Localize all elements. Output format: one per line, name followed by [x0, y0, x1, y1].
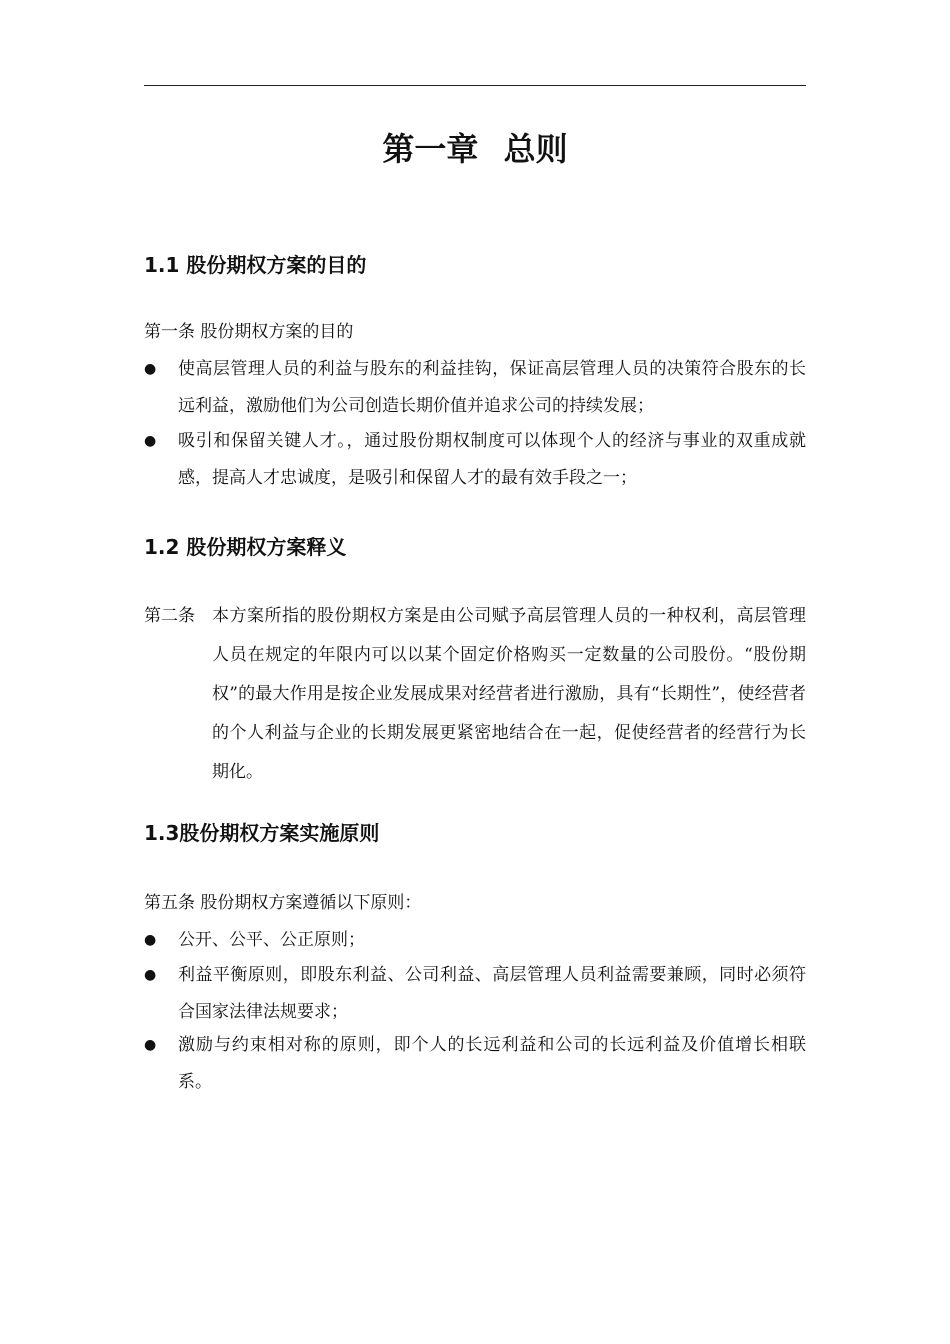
- list-item-text: 利益平衡原则，即股东利益、公司利益、高层管理人员利益需要兼顾，同时必须符合国家法律法规要求；: [178, 965, 806, 1022]
- section-heading-1-2: 1.2 股份期权方案释义: [144, 535, 347, 559]
- chapter-title: 第一章 总则: [382, 130, 568, 168]
- article-2-label: 第二条: [144, 606, 195, 626]
- article-5-lead: 第五条 股份期权方案遵循以下原则：: [144, 893, 422, 913]
- article-1-lead: 第一条 股份期权方案的目的: [144, 322, 354, 342]
- header-rule: [144, 85, 806, 86]
- list-item-text: 吸引和保留关键人才。，通过股份期权制度可以体现个人的经济与事业的双重成就感，提高人才忠诚度，是吸引和保留人才的最有效手段之一；: [178, 431, 806, 488]
- bullet-icon: ●: [144, 932, 157, 948]
- list-item-text: 公开、公平、公正原则；: [178, 930, 365, 950]
- bullet-icon: ●: [144, 967, 157, 983]
- section-heading-1-1: 1.1 股份期权方案的目的: [144, 253, 367, 277]
- list-item-text: 使高层管理人员的利益与股东的利益挂钩，保证高层管理人员的决策符合股东的长远利益，激励他们为公司创造长期价值并追求公司的持续发展；: [178, 359, 806, 416]
- article-2-body: 本方案所指的股份期权方案是由公司赋予高层管理人员的一种权利，高层管理人员在规定的年限内可以以某个固定价格购买一定数量的公司股份。“股份期权”的最大作用是按企业发展成果对经营者进行激励，具有“长期性”，使经营者的个人利益与企业的长期发展更紧密地结合在一起，促使经营者的经营行为长期化。: [212, 606, 806, 782]
- section-heading-1-3: 1.3股份期权方案实施原则: [144, 821, 380, 845]
- bullet-icon: ●: [144, 433, 157, 449]
- bullet-icon: ●: [144, 361, 157, 377]
- bullet-icon: ●: [144, 1037, 157, 1053]
- list-item-text: 激励与约束相对称的原则，即个人的长远利益和公司的长远利益及价值增长相联系。: [178, 1035, 806, 1092]
